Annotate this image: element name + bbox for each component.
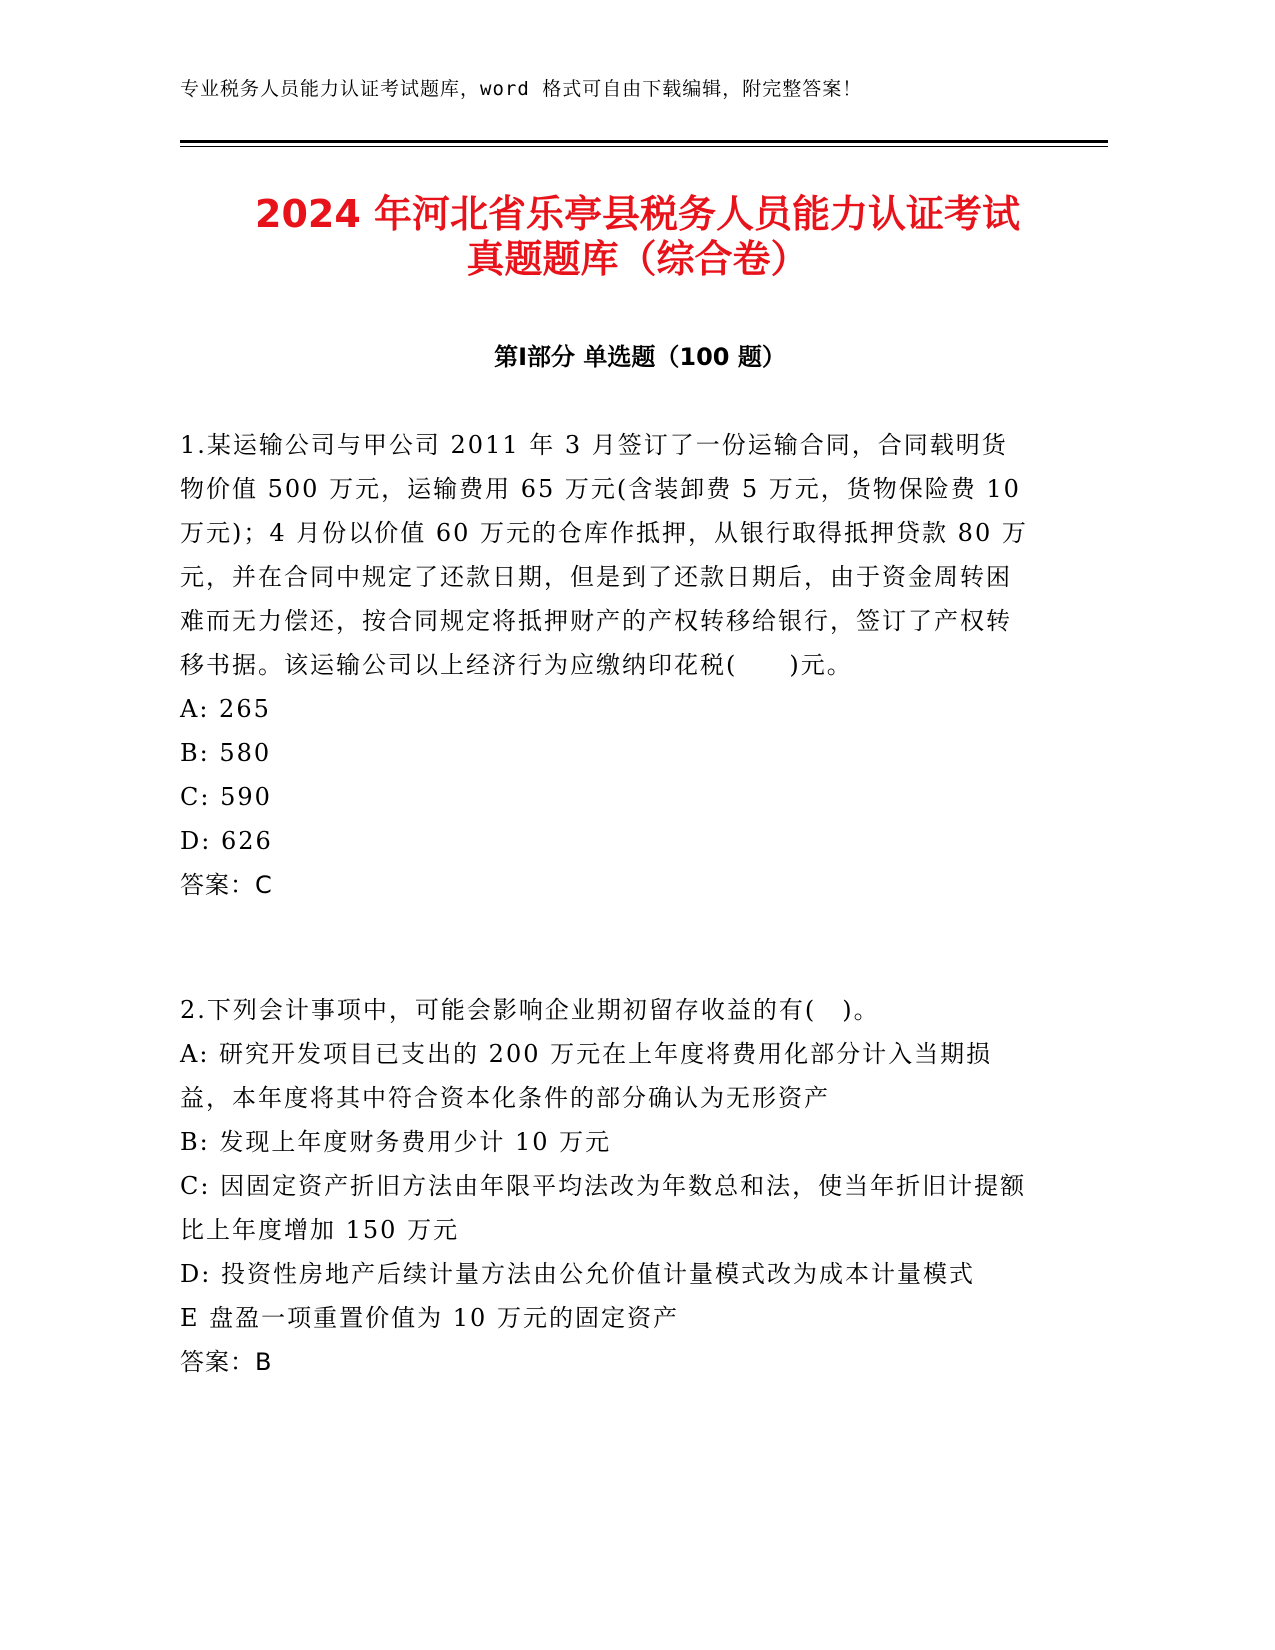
header-rule-thin	[180, 146, 1108, 147]
question-stem: 2.下列会计事项中，可能会影响企业期初留存收益的有( )。	[180, 996, 880, 1024]
option-b: B: 580	[180, 739, 272, 767]
question-stem: 1.某运输公司与甲公司 2011 年 3 月签订了一份运输合同，合同载明货物价值 500 万元，运输费用 65 万元(含装卸费 5 万元，货物保险费 10 万元)；4 月份以价值 60 万元的仓库作抵押，从银行取得抵押贷款 80 万元，并在合同中规定了还款日期，但是到了还款日期后，由于资金周转困难而无力偿还，按合同规定将抵押财产的产权转移给银行，签订了产权转移书据。该运输公司以上经济行为应缴纳印花税( )元。	[180, 431, 1028, 679]
option-a: A: 265	[180, 695, 271, 723]
option-d: D: 626	[180, 827, 273, 855]
option-c: C: 590	[180, 783, 272, 811]
option-e: E 盘盈一项重置价值为 10 万元的固定资产	[180, 1304, 679, 1332]
section-heading: 第Ⅰ部分 单选题（100 题）	[494, 343, 786, 371]
option-a: A: 研究开发项目已支出的 200 万元在上年度将费用化部分计入当期损益，本年度将其中符合资本化条件的部分确认为无形资产	[180, 1040, 993, 1112]
option-b: B: 发现上年度财务费用少计 10 万元	[180, 1128, 612, 1156]
document-title-line1: 2024 年河北省乐亭县税务人员能力认证考试	[255, 192, 1020, 236]
document-title-line2: 真题题库（综合卷）	[466, 237, 809, 281]
answer: 答案：B	[180, 1348, 273, 1376]
document-title	[150, 192, 1125, 282]
option-d: D: 投资性房地产后续计量方法由公允价值计量模式改为成本计量模式	[180, 1260, 975, 1288]
answer: 答案：C	[180, 871, 273, 899]
question-2	[180, 988, 1030, 1384]
header-note: 专业税务人员能力认证考试题库，word 格式可自由下载编辑，附完整答案！	[180, 78, 863, 100]
question-1	[180, 423, 1030, 907]
header-rule-thick	[180, 140, 1108, 143]
option-c: C: 因固定资产折旧方法由年限平均法改为年数总和法，使当年折旧计提额比上年度增加 150 万元	[180, 1172, 1027, 1244]
